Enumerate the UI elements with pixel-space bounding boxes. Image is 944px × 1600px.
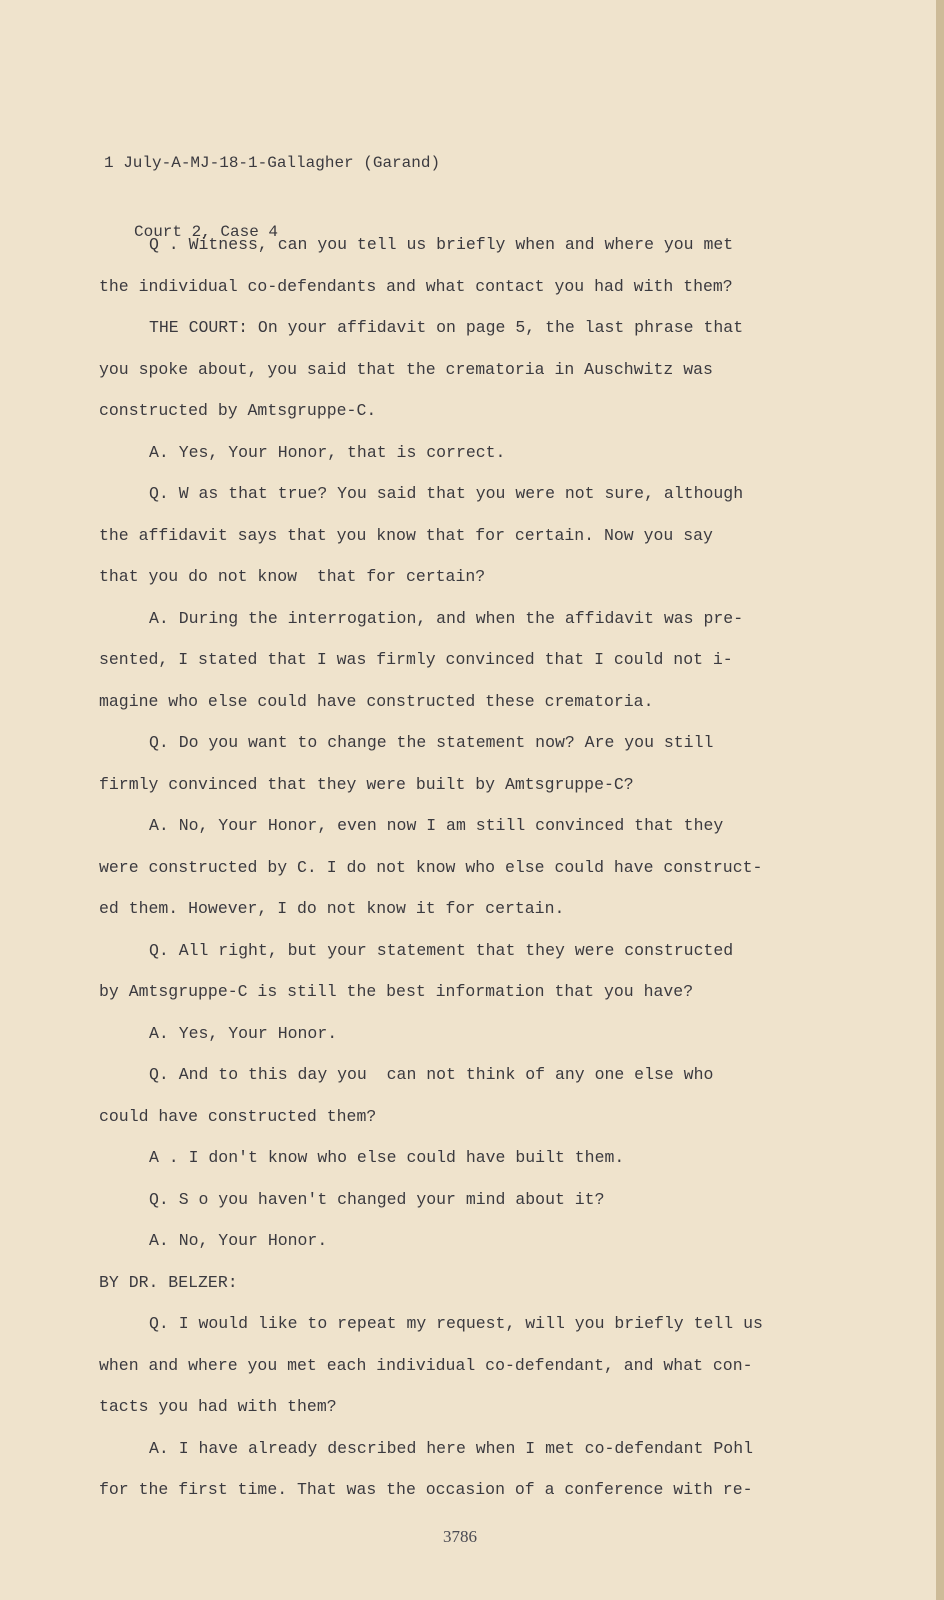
transcript-paragraph	[99, 805, 799, 930]
transcript-line: the individual co-defendants and what contact you had with them?	[99, 276, 733, 296]
transcript-line: Q. All right, but your statement that they were constructed	[149, 940, 734, 960]
transcript-line: that you do not know that for certain?	[99, 567, 486, 586]
transcript-line: you spoke about, you said that the crematoria in Auschwitz was	[99, 359, 713, 379]
transcript-line: A. No, Your Honor.	[149, 1231, 328, 1250]
transcript-paragraph	[99, 1054, 799, 1137]
transcript-line: A. No, Your Honor, even now I am still convinced that they	[149, 816, 724, 835]
transcript-line: sented, I stated that I was firmly convinced that I could not i-	[99, 650, 733, 669]
transcript-paragraph	[99, 930, 799, 1013]
transcript-line: Q. Do you want to change the statement now? Are you still	[149, 733, 714, 752]
transcript-line: Q . Witness, can you tell us briefly when and where you met	[149, 235, 734, 254]
transcript-paragraph	[99, 1262, 799, 1304]
transcript-paragraph	[99, 1220, 799, 1262]
transcript-line: the affidavit says that you know that for certain. Now you say	[99, 525, 713, 545]
transcript-line: A. Yes, Your Honor.	[149, 1023, 338, 1043]
transcript-line: A. Yes, Your Honor, that is correct.	[149, 442, 506, 462]
transcript-line: by Amtsgruppe-C is still the best information that you have?	[99, 982, 694, 1001]
transcript-paragraph	[99, 1303, 799, 1428]
transcript-paragraph	[99, 432, 799, 474]
transcript-paragraph	[99, 1137, 799, 1179]
transcript-paragraph	[99, 1179, 799, 1221]
transcript-line: firmly convinced that they were built by Amtsgruppe-C?	[99, 774, 634, 794]
transcript-line: BY DR. BELZER:	[99, 1272, 238, 1292]
transcript-line: constructed by Amtsgruppe-C.	[99, 401, 377, 420]
transcript-line: A . I don't know who else could have built them.	[149, 1148, 625, 1167]
transcript-line: tacts you had with them?	[99, 1397, 337, 1416]
header-court-line: Court 2, Case 4	[134, 223, 279, 241]
transcript-line: Q. W as that true? You said that you were not sure, although	[149, 484, 744, 503]
transcript-line: for the first time. That was the occasion of a conference with re-	[99, 1480, 753, 1499]
transcript-paragraph	[99, 722, 799, 805]
page-number: 3786	[443, 1527, 477, 1546]
transcript-line: A. I have already described here when I met co-defendant Pohl	[149, 1438, 753, 1458]
transcript-paragraph	[99, 1013, 799, 1055]
transcript-paragraph	[99, 598, 799, 723]
transcript-paragraph	[99, 473, 799, 598]
header-session-line: 1 July-A-MJ-18-1-Gallagher (Garand)	[104, 154, 441, 172]
transcript-line: Q. S o you haven't changed your mind about it?	[149, 1189, 605, 1209]
transcript-line: magine who else could have constructed these crematoria.	[99, 691, 654, 711]
transcript-line: THE COURT: On your affidavit on page 5, the last phrase that	[149, 318, 744, 337]
transcript-line: were constructed by C. I do not know who else could have construct-	[99, 857, 763, 877]
transcript-paragraph	[99, 307, 799, 432]
transcript-line: when and where you met each individual co-defendant, and what con-	[99, 1355, 753, 1375]
transcript-paragraph	[99, 1428, 799, 1511]
transcript-line: Q. And to this day you can not think of any one else who	[149, 1065, 714, 1084]
transcript-line: A. During the interrogation, and when the affidavit was pre-	[149, 608, 744, 628]
transcript-line: could have constructed them?	[99, 1106, 377, 1126]
transcript-paragraph	[99, 224, 799, 307]
transcript-body	[99, 224, 799, 1511]
transcript-line: Q. I would like to repeat my request, will you briefly tell us	[149, 1314, 763, 1333]
transcript-line: ed them. However, I do not know it for certain.	[99, 899, 565, 918]
